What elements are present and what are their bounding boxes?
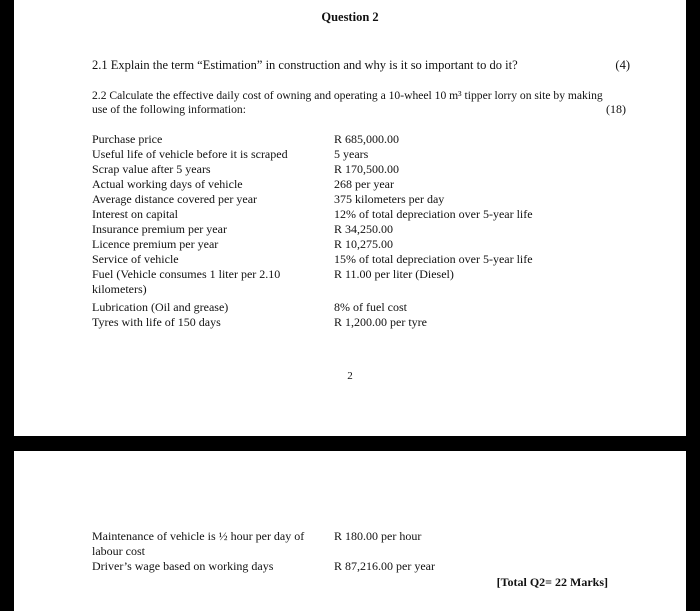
item-value: R 170,500.00 [334, 162, 400, 176]
item-label: Lubrication (Oil and grease) [92, 300, 229, 314]
item-label: Driver’s wage based on working days [92, 559, 274, 573]
item-label: Insurance premium per year [92, 222, 227, 236]
list-item [92, 207, 652, 222]
item-value: R 1,200.00 per tyre [334, 315, 427, 329]
item-value: 5 years [334, 147, 369, 161]
item-label: Tyres with life of 150 days [92, 315, 221, 329]
list-item [92, 559, 652, 574]
total-marks: [Total Q2= 22 Marks] [496, 575, 608, 589]
item-label: Scrap value after 5 years [92, 162, 211, 176]
list-item [92, 300, 652, 315]
item-value: R 180.00 per hour [334, 529, 422, 543]
item-value: 375 kilometers per day [334, 192, 445, 206]
item-value: 15% of total depreciation over 5-year life [334, 252, 533, 266]
list-item [92, 315, 652, 330]
question-2-2-text: 2.2 Calculate the effective daily cost of owning and operating a 10-wheel 10 m³ tipper lorry on site by making use of the following information: [92, 89, 603, 116]
item-label: Actual working days of vehicle [92, 177, 243, 191]
item-value: 12% of total depreciation over 5-year life [334, 207, 533, 221]
item-label: Useful life of vehicle before it is scraped [92, 147, 288, 161]
list-item [92, 237, 652, 252]
item-label: Purchase price [92, 132, 163, 146]
item-label: Maintenance of vehicle is ½ hour per day of labour cost [92, 529, 305, 558]
cost-information-list-continued [92, 529, 652, 574]
item-label: Service of vehicle [92, 252, 179, 266]
list-item [92, 162, 652, 177]
question-title: Question 2 [321, 10, 379, 24]
item-label: Interest on capital [92, 207, 178, 221]
item-value: R 34,250.00 [334, 222, 394, 236]
question-2-2-marks: (18) [606, 102, 626, 116]
question-2-1-text: 2.1 Explain the term “Estimation” in construction and why is it so important to do it? [92, 58, 518, 72]
list-item [92, 267, 652, 297]
list-item [92, 132, 652, 147]
list-item [92, 222, 652, 237]
cost-information-list [92, 132, 652, 330]
item-label: Average distance covered per year [92, 192, 258, 206]
item-value: R 10,275.00 [334, 237, 394, 251]
item-label: Fuel (Vehicle consumes 1 liter per 2.10 kilometers) [92, 267, 281, 296]
question-2-1-marks: (4) [615, 58, 630, 72]
item-label: Licence premium per year [92, 237, 219, 251]
list-item [92, 192, 652, 207]
item-value: 268 per year [334, 177, 394, 191]
document-page-1 [14, 0, 686, 436]
item-value: R 87,216.00 per year [334, 559, 435, 573]
item-value: R 11.00 per liter (Diesel) [334, 267, 454, 281]
document-page-2 [14, 451, 686, 611]
list-item [92, 252, 652, 267]
list-item [92, 177, 652, 192]
page-number: 2 [347, 370, 353, 382]
list-item [92, 529, 652, 559]
item-value: 8% of fuel cost [334, 300, 407, 314]
list-item [92, 147, 652, 162]
item-value: R 685,000.00 [334, 132, 400, 146]
